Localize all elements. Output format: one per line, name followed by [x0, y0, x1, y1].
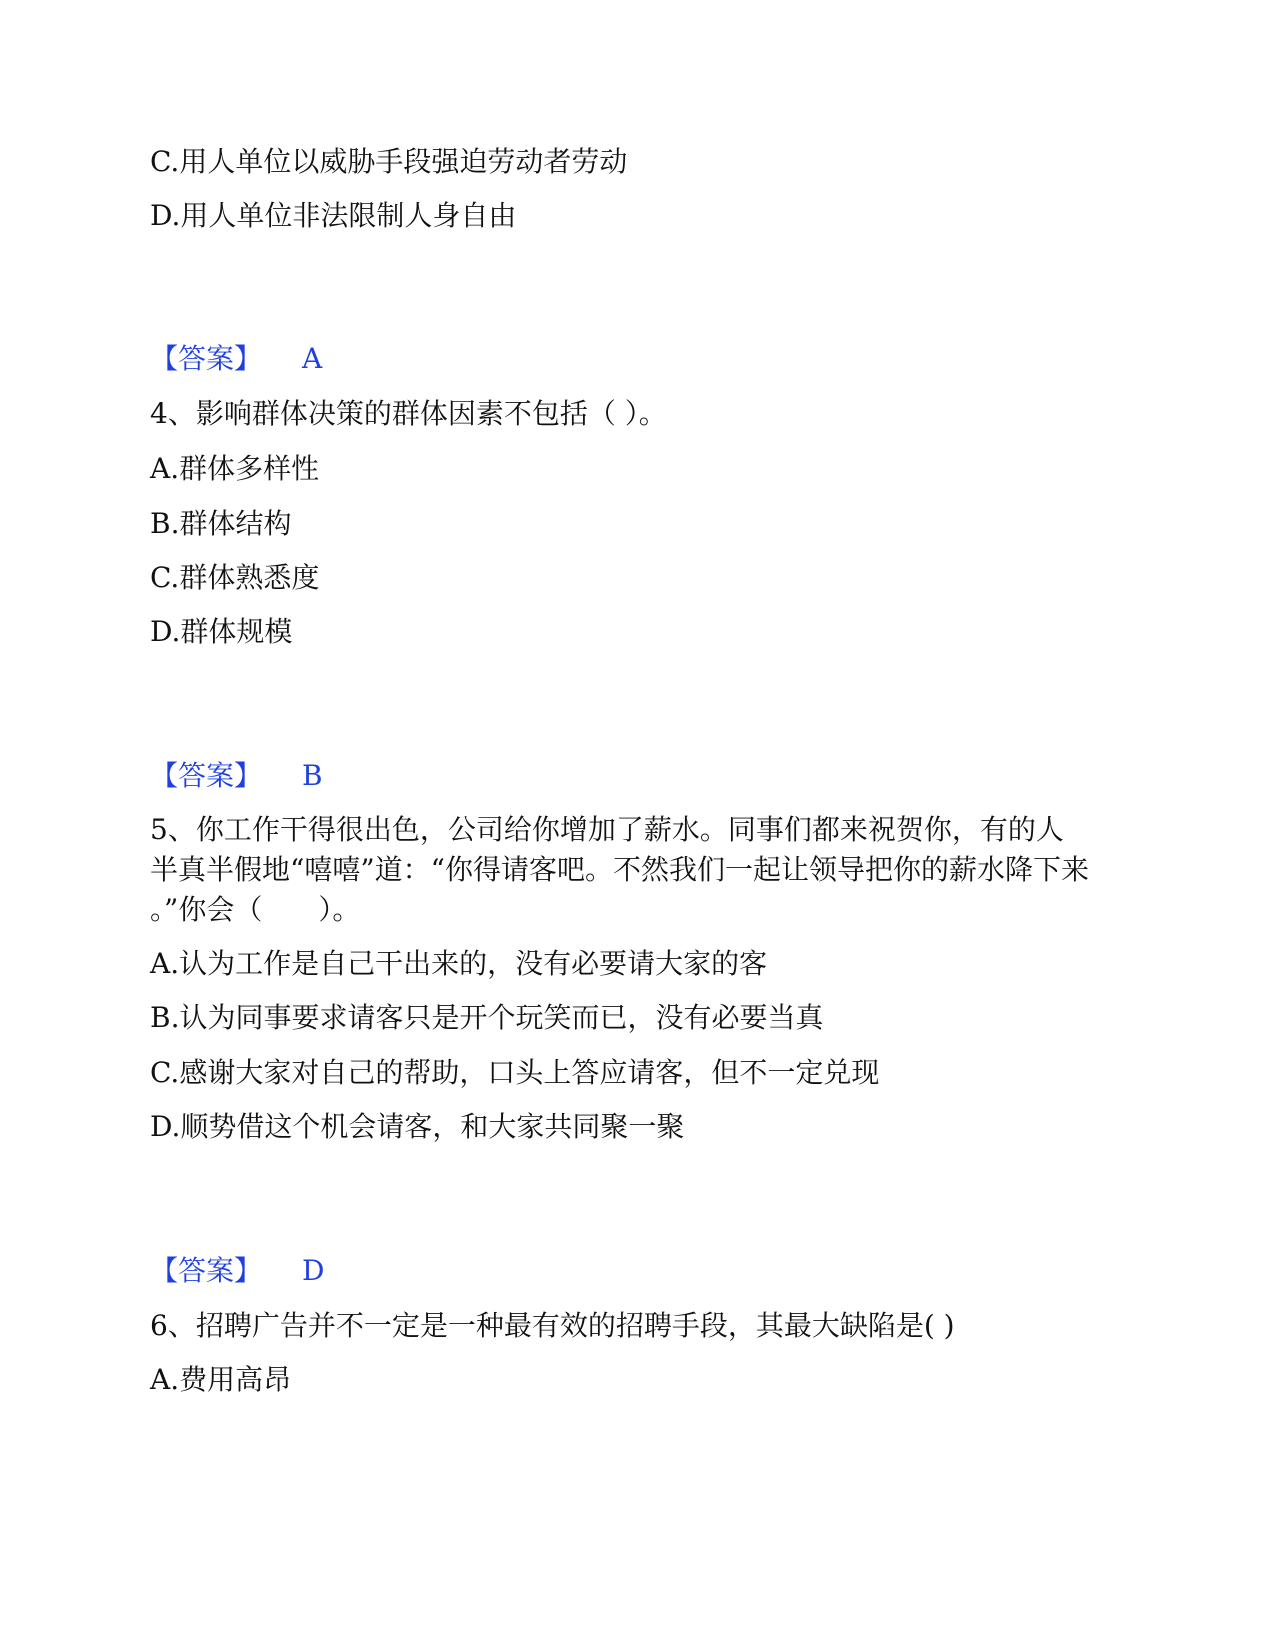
- q5-question-line-3: 。”你会（ ）。: [150, 893, 361, 926]
- q5-option-b: B.认为同事要求请客只是开个玩笑而已，没有必要当真: [150, 1001, 824, 1034]
- answer-value: A: [302, 342, 323, 375]
- q4-option-b: B.群体结构: [150, 507, 292, 540]
- answer-value: D: [302, 1254, 325, 1287]
- answer-label: 【答案】: [150, 1254, 263, 1287]
- q4-option-c: C.群体熟悉度: [150, 561, 320, 594]
- q5-option-d: D.顺势借这个机会请客，和大家共同聚一聚: [150, 1110, 685, 1143]
- q5-question-line-1: 5、你工作干得很出色，公司给你增加了薪水。同事们都来祝贺你，有的人: [150, 813, 1064, 846]
- q4-option-d: D.群体规模: [150, 615, 293, 648]
- q6-question: 6、招聘广告并不一定是一种最有效的招聘手段，其最大缺陷是( ): [150, 1309, 955, 1342]
- q4-answer: [150, 758, 323, 794]
- q4-option-a: A.群体多样性: [150, 452, 320, 485]
- answer-label: 【答案】: [150, 759, 263, 792]
- q5-question-line-2: 半真半假地“嘻嘻”道：“你得请客吧。不然我们一起让领导把你的薪水降下来: [150, 853, 1089, 886]
- answer-value: B: [302, 759, 323, 792]
- q3-answer: [150, 341, 322, 377]
- q5-option-a: A.认为工作是自己干出来的，没有必要请大家的客: [150, 947, 768, 980]
- q3-option-c: C.用人单位以威胁手段强迫劳动者劳动: [150, 145, 628, 178]
- q3-option-d: D.用人单位非法限制人身自由: [150, 199, 517, 232]
- q5-option-c: C.感谢大家对自己的帮助，口头上答应请客，但不一定兑现: [150, 1056, 880, 1089]
- q4-question: 4、影响群体决策的群体因素不包括（ ）。: [150, 397, 667, 430]
- q6-option-a: A.费用高昂: [150, 1363, 292, 1396]
- q5-answer: [150, 1253, 324, 1289]
- answer-label: 【答案】: [150, 342, 263, 375]
